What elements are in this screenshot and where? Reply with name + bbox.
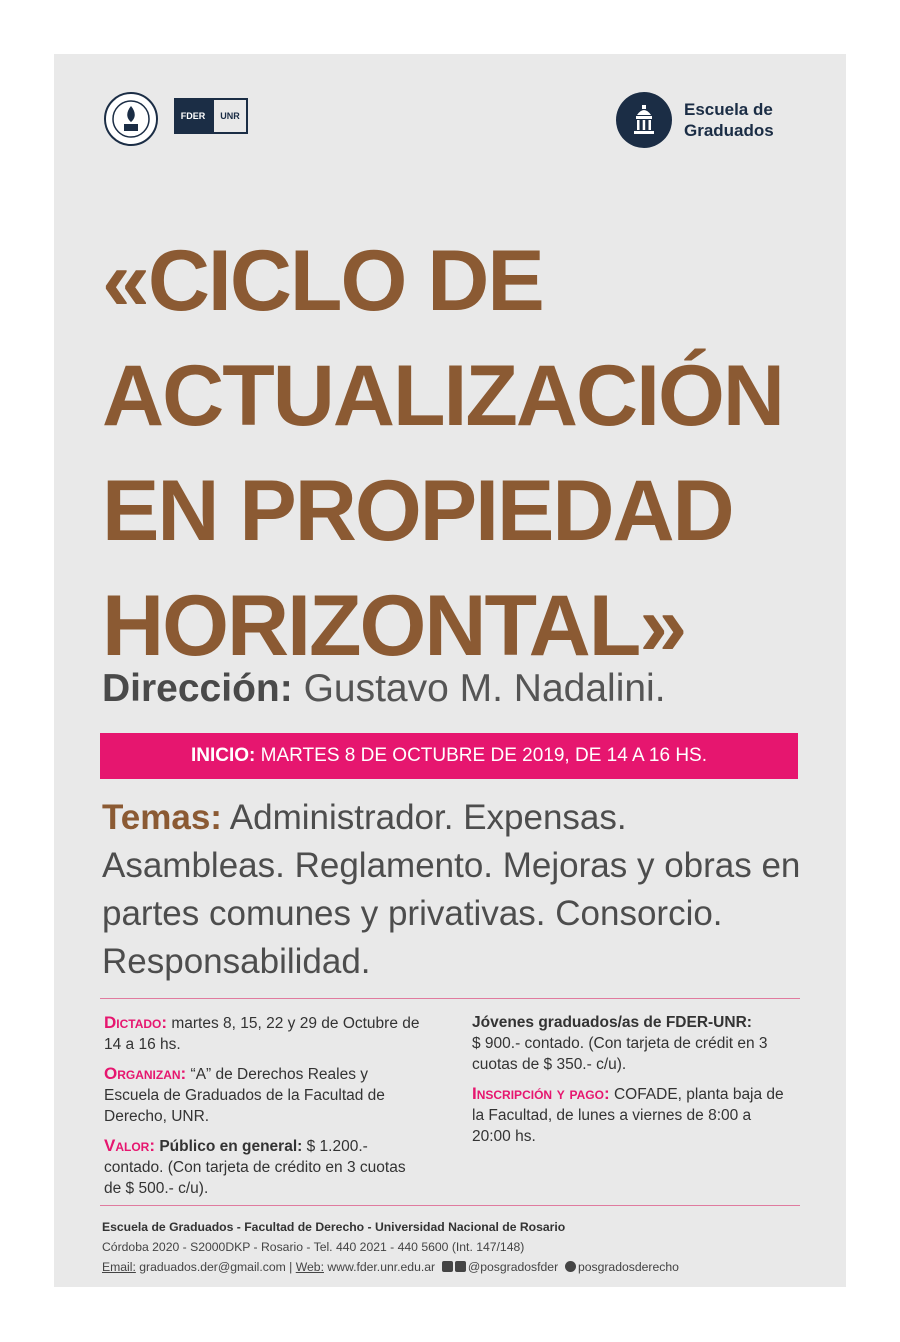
divider <box>100 998 800 999</box>
fder-unr-logo <box>174 98 248 134</box>
unr-seal-logo <box>104 92 158 146</box>
inicio-banner <box>100 733 798 779</box>
jovenes-label: Jóvenes graduados/as de FDER-UNR: <box>472 1014 752 1031</box>
footer-line2: Córdoba 2020 - S2000DKP - Rosario - Tel. 440 2021 - 440 5600 (Int. 147/148) <box>102 1240 525 1254</box>
web-link[interactable]: www.fder.unr.edu.ar <box>327 1260 436 1274</box>
page-title <box>102 224 822 684</box>
direccion-value: Gustavo M. Nadalini. <box>303 667 666 710</box>
organizan-label: Organizan: <box>104 1064 187 1083</box>
temas-value: Administrador. Expensas. Asambleas. Reglamento. Mejoras y obras en partes comunes y privativas. Consorcio. Responsabilidad. <box>102 798 801 981</box>
footer <box>102 1217 679 1277</box>
organizan-value: “A” de Derechos Reales y Escuela de Graduados de la Facultad de Derecho, UNR. <box>104 1066 385 1125</box>
inscripcion-label: Inscripción y pago: <box>472 1084 610 1103</box>
social-handle-1[interactable]: @posgradosfder <box>467 1260 559 1274</box>
title-line: ACTUALIZACIÓN <box>102 348 784 444</box>
building-icon <box>616 92 672 148</box>
instagram-icon <box>565 1261 576 1272</box>
email-label: Email: <box>102 1260 136 1274</box>
inscripcion-value: COFADE, planta baja de la Facultad, de lunes a viernes de 8:00 a 20:00 hs. <box>472 1086 784 1145</box>
email-link[interactable]: graduados.der@gmail.com <box>139 1260 286 1274</box>
dictado-value: martes 8, 15, 22 y 29 de Octubre de 14 a 16 hs. <box>104 1015 420 1053</box>
escuela-line2: Graduados <box>684 121 774 140</box>
title-line: «CICLO DE <box>102 233 543 329</box>
facebook-icon <box>442 1261 453 1272</box>
footer-line3: Email: graduados.der@gmail.com | Web: www.fder.unr.edu.ar @posgradosfder posgradosderecho <box>102 1260 679 1274</box>
title-line: EN PROPIEDAD <box>102 463 733 559</box>
valor-bold: Público en general: <box>159 1138 303 1155</box>
inicio-value: MARTES 8 DE OCTUBRE DE 2019, DE 14 A 16 HS. <box>260 745 707 766</box>
escuela-line1: Escuela de <box>684 100 773 119</box>
valor-value: $ 1.200.- contado. (Con tarjeta de crédito en 3 cuotas de $ 500.- c/u). <box>104 1138 406 1197</box>
web-label: Web: <box>295 1260 324 1274</box>
details-left <box>104 1012 424 1207</box>
footer-line1: Escuela de Graduados - Facultad de Derecho - Universidad Nacional de Rosario <box>102 1220 566 1234</box>
direccion <box>102 667 666 711</box>
unr-label: UNR <box>212 98 248 134</box>
poster <box>54 54 846 1287</box>
inicio-label: INICIO: <box>191 745 256 766</box>
details-right <box>472 1012 788 1155</box>
valor-label: Valor: <box>104 1136 155 1155</box>
fder-label: FDER <box>174 98 212 134</box>
dictado-label: Dictado: <box>104 1013 168 1032</box>
temas-label: Temas: <box>102 798 222 837</box>
social-handle-2[interactable]: posgradosderecho <box>577 1260 679 1274</box>
jovenes-value: $ 900.- contado. (Con tarjeta de crédit en 3 cuotas de $ 350.- c/u). <box>472 1035 768 1073</box>
divider <box>100 1205 800 1206</box>
direccion-label: Dirección: <box>102 667 293 710</box>
temas <box>102 794 802 986</box>
escuela-graduados-logo <box>616 92 774 148</box>
title-line: HORIZONTAL» <box>102 578 686 674</box>
twitter-icon <box>455 1261 466 1272</box>
